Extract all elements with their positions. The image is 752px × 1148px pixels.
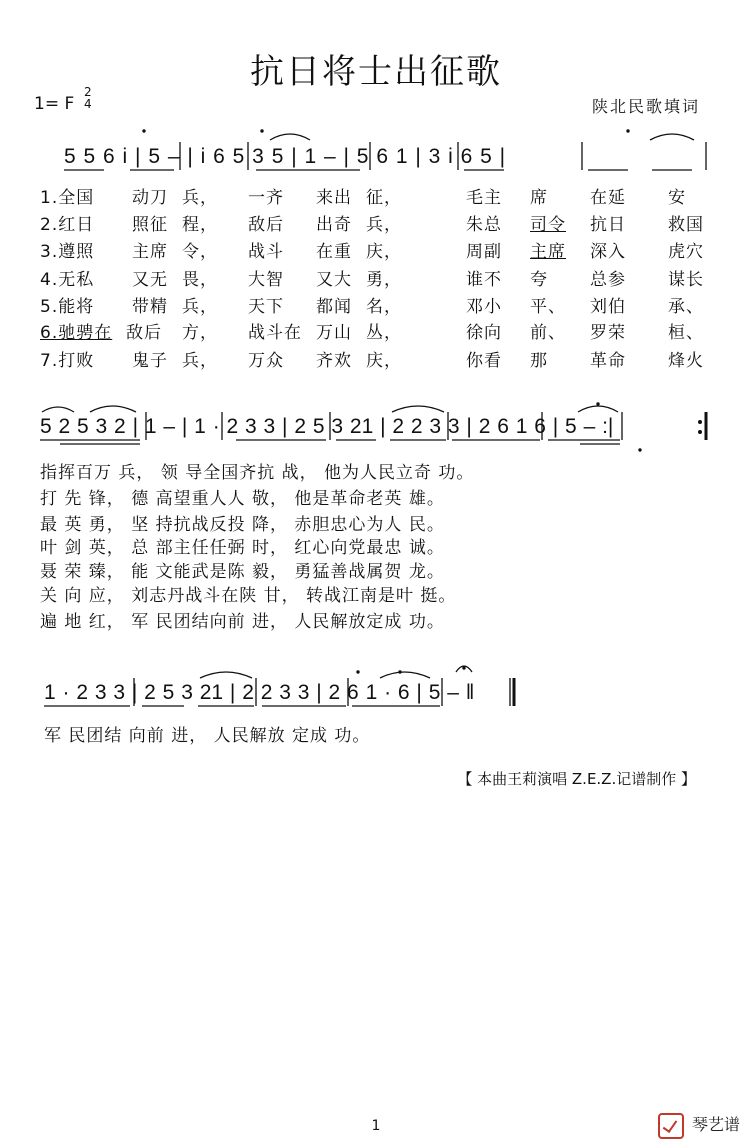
v7-c10: 烽火	[668, 351, 704, 371]
v2-c3: 程，	[182, 215, 218, 235]
lyric-credit: 陕北民歌填词	[591, 97, 700, 116]
v2-c7: 朱总	[466, 215, 502, 235]
v6-c4: 战斗在	[248, 323, 302, 343]
key-text: 1= F	[34, 94, 75, 114]
time-bottom: 4	[84, 97, 92, 111]
v6-c5: 万山	[316, 323, 352, 343]
v5-c10: 承、	[668, 297, 704, 317]
v7-c2: 鬼子	[132, 351, 168, 371]
v5-c2: 带精	[132, 297, 168, 317]
slur	[270, 134, 310, 140]
s2-verse-1: 指挥百万 兵， 领 导全国齐抗 战， 他为人民立奇 功。	[40, 463, 475, 483]
v2-c2: 照征	[132, 215, 168, 235]
v7-c5: 齐欢	[316, 351, 352, 371]
v3-c3: 令，	[182, 242, 218, 262]
v5-c8: 平、	[530, 297, 566, 317]
s2-verse-7: 遍 地 红， 军 民团结向前 进， 人民解放定成 功。	[40, 612, 445, 632]
logo-text: 琴艺谱	[691, 1115, 740, 1134]
v6-c3: 方，	[182, 323, 218, 343]
v5-c4: 天下	[248, 297, 284, 317]
v3-c2: 主席	[132, 242, 168, 262]
v2-c4: 敌后	[248, 215, 284, 235]
v1-c3: 兵，	[182, 188, 218, 208]
v2-c5: 出奇	[316, 215, 352, 235]
v1-c5: 来出	[316, 188, 352, 208]
v1-c10: 安	[668, 188, 686, 208]
v4-c1: 4.无私	[40, 270, 95, 290]
v7-c4: 万众	[248, 351, 284, 371]
v7-c8: 那	[530, 351, 548, 371]
s3-lyric: 军 民团结 向前 进， 人民解放 定成 功。	[44, 726, 371, 746]
v1-c2: 动刀	[132, 188, 168, 208]
s2-verse-4: 叶 剑 英， 总 部主任任弼 时， 红心向党最忠 诚。	[40, 538, 445, 558]
v4-c9: 总参	[590, 270, 626, 290]
v3-c1: 3.遵照	[40, 242, 95, 262]
v7-c6: 庆，	[366, 351, 402, 371]
v7-c7: 你看	[466, 351, 502, 371]
v4-c10: 谋长	[668, 270, 704, 290]
s2-verse-3: 最 英 勇， 坚 持抗战反投 降， 赤胆忠心为人 民。	[40, 515, 445, 535]
v1-c7: 毛主	[466, 188, 502, 208]
transcription-note: 【 本曲王莉演唱 Z.E.Z.记谱制作 】	[457, 770, 696, 788]
v4-c4: 大智	[248, 270, 284, 290]
v5-c1: 5.能将	[40, 297, 95, 317]
v7-c1: 7.打败	[40, 351, 95, 371]
v3-c7: 周副	[466, 242, 502, 262]
v2-c8: 司令	[530, 215, 566, 235]
v3-c6: 庆，	[366, 242, 402, 262]
system3-notes: 1 · 2 3 3 | 2 5 3 21 | 2 2 3 3 | 2 6 1 · 6 | 5 – ‖	[44, 681, 475, 704]
v5-c3: 兵，	[182, 297, 218, 317]
v6-c9: 罗荣	[590, 323, 626, 343]
v5-c5: 都闻	[316, 297, 352, 317]
v3-c8: 主席	[530, 242, 566, 262]
v2-c9: 抗日	[590, 215, 626, 235]
time-top: 2	[84, 85, 92, 99]
v1-c1: 1.全国	[40, 188, 95, 208]
v4-c6: 勇，	[366, 270, 402, 290]
v1-c6: 征，	[366, 188, 402, 208]
v4-c8: 夸	[530, 270, 548, 290]
v3-c9: 深入	[590, 242, 626, 262]
v4-c2: 又无	[132, 270, 168, 290]
song-title: 抗日将士出征歌	[250, 52, 502, 92]
v6-c6: 丛，	[366, 323, 402, 343]
v5-c9: 刘伯	[590, 297, 626, 317]
system1-notes: 5 5 6 i | 5 – | i 6 5 3 5 | 1 – | 5 6 1 | 3 i 6 5 |	[64, 145, 506, 168]
v3-c5: 在重	[316, 242, 352, 262]
s2-verse-6: 关 向 应， 刘志丹战斗在陕 甘， 转战江南是叶 挺。	[40, 586, 457, 606]
v2-c6: 兵，	[366, 215, 402, 235]
slur	[650, 134, 694, 140]
s2-verse-2: 打 先 锋， 德 高望重人人 敬， 他是革命老英 雄。	[40, 489, 445, 509]
v7-c9: 革命	[590, 351, 626, 371]
v3-c4: 战斗	[248, 242, 284, 262]
v6-c7: 徐向	[466, 323, 502, 343]
v2-c10: 救国	[668, 215, 704, 235]
v4-c3: 畏，	[182, 270, 218, 290]
v6-c8: 前、	[530, 323, 566, 343]
system2-notes: 5 2 5 3 2 | 1 – | 1 · 2 3 3 | 2 5 3 21 | 2 2 3 3 | 2 6 1 6 | 5 – :|	[40, 415, 614, 438]
v6-c2: 敌后	[126, 323, 162, 343]
s2-verse-5: 聂 荣 臻， 能 文能武是陈 毅， 勇猛善战属贺 龙。	[40, 562, 445, 582]
v2-c1: 2.红日	[40, 215, 95, 235]
v5-c7: 邓小	[466, 297, 502, 317]
page-number: 1	[371, 1118, 381, 1134]
v1-c4: 一齐	[248, 188, 284, 208]
v3-c10: 虎穴	[668, 242, 704, 262]
v5-c6: 名，	[366, 297, 402, 317]
v7-c3: 兵，	[182, 351, 218, 371]
v4-c7: 谁不	[466, 270, 502, 290]
v4-c5: 又大	[316, 270, 352, 290]
v6-c10: 桓、	[668, 323, 704, 343]
v1-c9: 在延	[590, 188, 626, 208]
v6-c1: 6.驰骋在	[40, 323, 113, 343]
v1-c8: 席	[530, 188, 548, 208]
